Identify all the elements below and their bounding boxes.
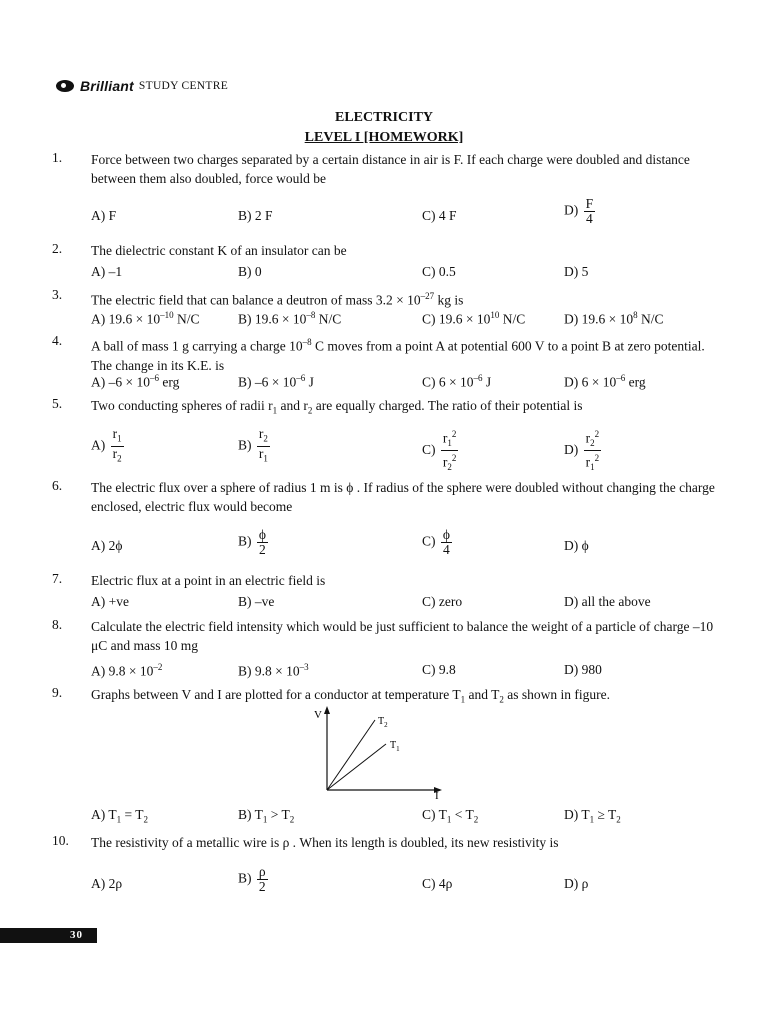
option-c: C) $T_1 < T_2$: [422, 807, 479, 825]
option-a: A) 2ρ: [91, 876, 123, 891]
option-b: B) $\frac{r_2}{r_1}$: [238, 426, 268, 464]
option-d: D) $6 \times 10^{-6}$ erg: [564, 373, 646, 390]
option-c: C) 0.5: [422, 264, 456, 279]
question-text: The electric field that can balance a deutron of mass $3.2 \times 10^{-27}$ kg is: [91, 291, 464, 308]
question-number: 1.: [52, 150, 63, 165]
option-a: A) $T_1 = T_2$: [91, 807, 148, 825]
option-b: B) $-6 \times 10^{-6}$ J: [238, 373, 314, 390]
option-a: A) 2ϕ: [91, 538, 123, 553]
question-number: 7.: [52, 571, 63, 586]
option-a: A) +ve: [91, 594, 129, 609]
option-b: B) 2 F: [238, 208, 273, 223]
option-a: A) $9.8 \times 10^{-2}$: [91, 662, 163, 679]
option-d: D) $\frac{F}{4}$: [564, 196, 594, 226]
question-text: The electric flux over a sphere of radius 1 m is ϕ . If radius of the sphere were doubled without changing the charge enclosed, electric flux would become: [91, 480, 715, 514]
option-b: B) $\frac{\phi}{2}$: [238, 527, 266, 557]
option-c: C) 4 F: [422, 208, 457, 223]
option-d: D) $\frac{r_2^2}{r_1^2}$: [564, 429, 600, 473]
option-c: C) zero: [422, 594, 463, 609]
vi-graph: [310, 702, 450, 802]
question-number: 8.: [52, 617, 63, 632]
option-d: D) 980: [564, 662, 602, 677]
option-a: A) $-6 \times 10^{-6}$ erg: [91, 373, 180, 390]
option-b: B) $\frac{\rho}{2}$: [238, 864, 266, 894]
y-axis-label: V: [314, 709, 322, 721]
line-t2: [327, 720, 375, 790]
option-c: C) $\frac{\phi}{4}$: [422, 527, 450, 557]
page-number: 30: [70, 929, 83, 941]
option-c: C) $\frac{r_1^2}{r_2^2}$: [422, 429, 457, 473]
x-axis-label: I: [435, 790, 439, 802]
question-number: 5.: [52, 396, 63, 411]
line-t2-label: $T_2$: [378, 716, 388, 729]
option-d: D) all the above: [564, 594, 651, 609]
question-number: 4.: [52, 333, 63, 348]
question-text: The dielectric constant K of an insulator can be: [91, 243, 347, 258]
option-c: C) $6 \times 10^{-6}$ J: [422, 373, 492, 390]
question-text: Force between two charges separated by a certain distance in air is F. If each charge were doubled and distance between them also doubled, force would be: [91, 152, 690, 186]
option-b: B) $T_1 > T_2$: [238, 807, 295, 825]
option-d: D) ρ: [564, 876, 589, 891]
question-number: 6.: [52, 478, 63, 493]
brand-subtitle: STUDY CENTRE: [138, 80, 229, 92]
option-a: A) –1: [91, 264, 123, 279]
page-number-bar: [0, 928, 97, 943]
question-text: Electric flux at a point in an electric field is: [91, 573, 326, 588]
line-t1-label: $T_1$: [390, 740, 400, 753]
question-text: A ball of mass 1 g carrying a charge $10^{-8}$ C moves from a point A at potential 600 V to a point B at zero potential. The change in its K.E. is: [91, 337, 705, 373]
option-d: D) ϕ: [564, 538, 589, 553]
question-number: 2.: [52, 241, 63, 256]
question-text: Graphs between V and I are plotted for a conductor at temperature $T_1$ and $T_2$ as shown in figure.: [91, 687, 610, 705]
option-a: A) $19.6 \times 10^{-10}$ N/C: [91, 310, 200, 327]
option-c: C) 9.8: [422, 662, 456, 677]
question-text: Calculate the electric field intensity which would be just sufficient to balance the weight of a particle of charge –10 μC and mass 10 mg: [91, 619, 714, 653]
question-number: 9.: [52, 685, 63, 700]
page-title: ELECTRICITY: [334, 110, 434, 125]
option-b: B) –ve: [238, 594, 275, 609]
option-d: D) $T_1 \ge T_2$: [564, 807, 621, 825]
brand-name: Brilliant: [80, 78, 134, 94]
option-d: D) 5: [564, 264, 589, 279]
brand-logo: [56, 78, 228, 94]
option-b: B) 0: [238, 264, 262, 279]
line-t1: [327, 744, 386, 790]
option-b: B) $19.6 \times 10^{-8}$ N/C: [238, 310, 342, 327]
option-a: A) F: [91, 208, 117, 223]
option-a: A) $\frac{r_1}{r_2}$: [91, 426, 122, 464]
question-text: The resistivity of a metallic wire is ρ . When its length is doubled, its new resistivity is: [91, 835, 559, 850]
question-number: 10.: [52, 833, 69, 848]
logo-icon: [56, 80, 74, 92]
option-c: C) $19.6 \times 10^{10}$ N/C: [422, 310, 526, 327]
question-number: 3.: [52, 287, 63, 302]
option-b: B) $9.8 \times 10^{-3}$: [238, 662, 309, 679]
question-text: Two conducting spheres of radii $r_1$ and $r_2$ are equally charged. The ratio of their potential is: [91, 398, 583, 416]
y-axis-arrow-icon: [324, 706, 330, 714]
option-d: D) $19.6 \times 10^8$ N/C: [564, 310, 664, 327]
option-c: C) 4ρ: [422, 876, 453, 891]
page-subtitle: LEVEL I [HOMEWORK]: [304, 130, 464, 145]
